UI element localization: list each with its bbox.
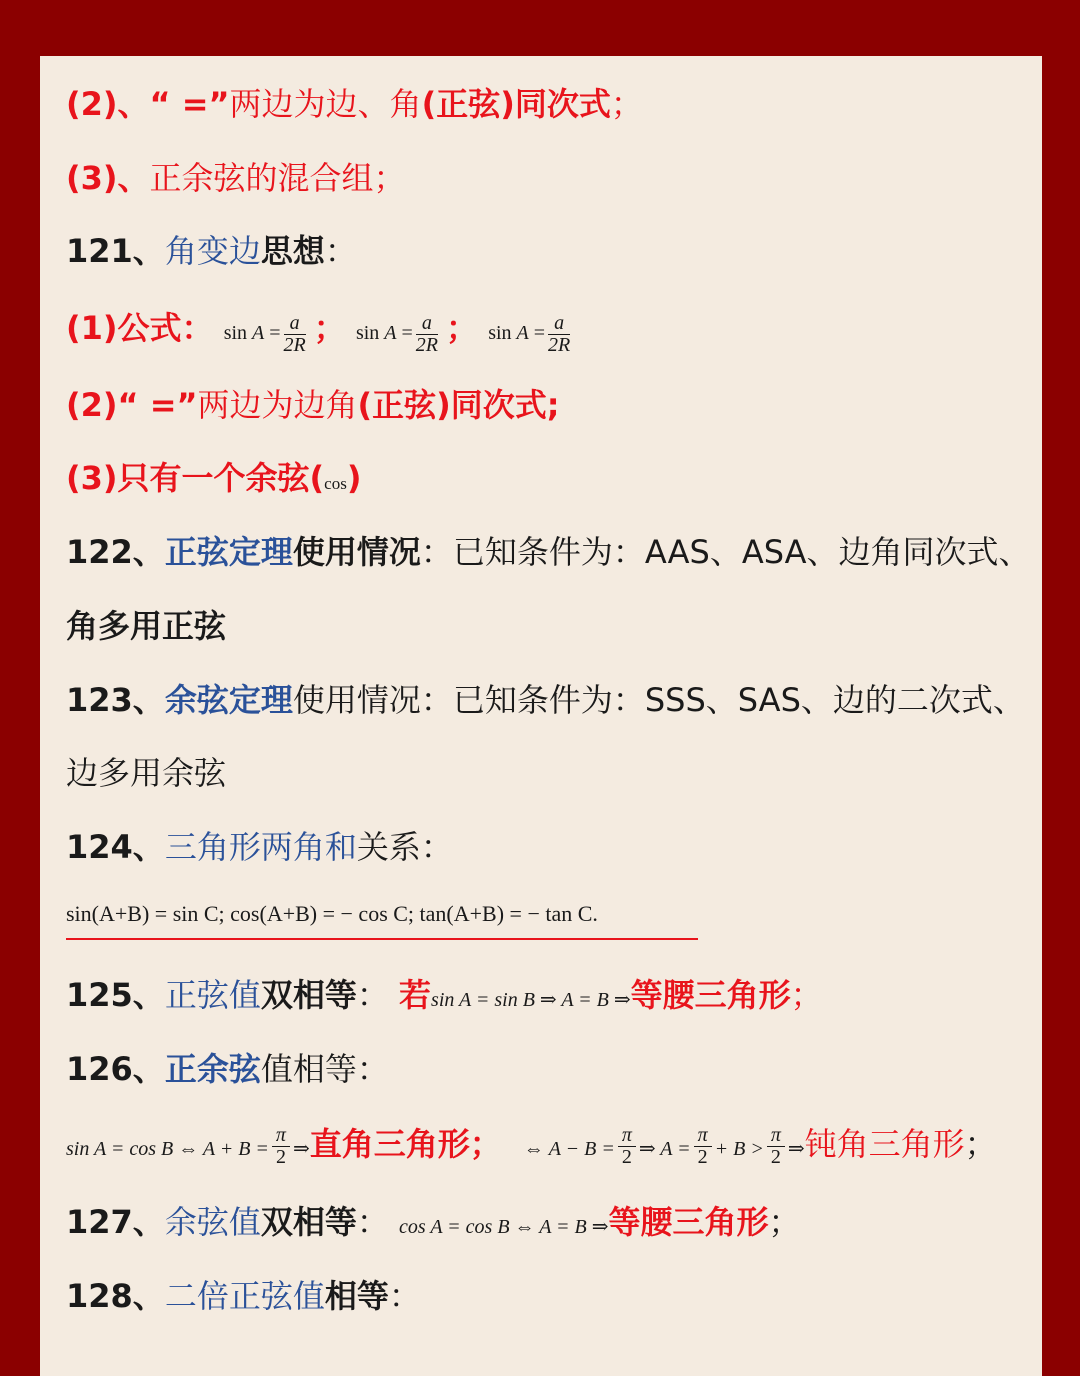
item-topic: 余弦值: [164, 1203, 261, 1241]
semicolon: ；: [446, 309, 479, 347]
heading-121: [66, 231, 357, 271]
obtuse-condition-1: ⇔ A − B =: [523, 1138, 615, 1160]
item-topic: 二倍正弦值: [164, 1277, 325, 1315]
item-number: 125、: [66, 976, 165, 1014]
item-topic: 余弦定理: [164, 681, 293, 719]
heading-127: [66, 1202, 801, 1247]
item-text: 两边为边角: [197, 386, 358, 424]
item-suffix: 双相等: [260, 1203, 357, 1241]
item-topic: 正弦值: [164, 976, 261, 1014]
item-text: 两边为边、角: [229, 85, 422, 123]
sine-formula-3: sin A = $\frac{a}{2R}$: [488, 311, 571, 356]
sine-formula-1: sin A = $\frac{a}{2R}$: [223, 311, 306, 356]
item-suffix: 双相等: [260, 976, 357, 1014]
item-suffix: 相等: [324, 1277, 389, 1315]
item-topic: 三角形两角和: [164, 828, 357, 866]
sin-cos-relation: sin A = cos B ⇔ A + B =: [66, 1138, 269, 1160]
if-word: 若: [399, 976, 432, 1014]
item-condition: 使用情况：已知条件为：SSS、SAS、边的二次式、: [292, 681, 1025, 719]
result-isosceles: 等腰三角形: [630, 976, 791, 1014]
item-number: 124、: [66, 828, 165, 866]
item-topic: 正余弦: [164, 1050, 261, 1088]
line-mixed-group: [66, 158, 406, 198]
line-formula: [66, 308, 573, 356]
item-condition: 已知条件为：AAS、ASA、边角同次式、: [452, 533, 1031, 571]
obtuse-condition-2: ⇒ A =: [638, 1138, 691, 1160]
sine-formula-2: sin A = $\frac{a}{2R}$: [355, 311, 439, 356]
item-text: 正余弦的混合组；: [149, 159, 406, 197]
cos-symbol: cos: [324, 474, 347, 493]
item-punct: ；: [790, 976, 823, 1014]
item-suffix: 使用情况: [292, 533, 421, 571]
item-number: 128、: [66, 1277, 165, 1315]
semicolon: ；: [469, 1125, 502, 1163]
heading-125: [66, 975, 823, 1020]
obtuse-condition-3: + B >: [714, 1138, 764, 1160]
item-topic: 正弦定理: [164, 533, 293, 571]
item-number: 123、: [66, 681, 165, 719]
item-label: (2)、“ =”: [66, 85, 230, 123]
line-same-degree-2: [66, 385, 560, 425]
heading-123: [66, 680, 1025, 720]
item-number: 127、: [66, 1203, 165, 1241]
item-punct: ；: [964, 1125, 997, 1163]
item-label: (2)“ =”: [66, 386, 198, 424]
item-suffix: 值相等：: [260, 1050, 389, 1088]
formula-label: (1)公式：: [66, 309, 214, 347]
item-suffix: 关系：: [356, 828, 453, 866]
heading-128: [66, 1276, 421, 1316]
item-colon: ：: [356, 1203, 389, 1241]
item-number: 121、: [66, 232, 165, 270]
item-punct: ；: [610, 85, 643, 123]
close-paren: ): [346, 459, 362, 497]
item-label: (3)、: [66, 159, 150, 197]
red-underline: [66, 938, 698, 940]
item-colon: ：: [388, 1277, 421, 1315]
result-right-triangle: 直角三角形: [309, 1125, 470, 1163]
line-same-degree-1: [66, 84, 643, 124]
semicolon: ；: [313, 309, 346, 347]
result-isosceles: 等腰三角形: [608, 1203, 769, 1241]
heading-126: [66, 1049, 389, 1089]
item-punct: ；: [768, 1203, 801, 1241]
item-number: 122、: [66, 533, 165, 571]
item-number: 126、: [66, 1050, 165, 1088]
line-only-cosine: [66, 458, 361, 504]
line-126-formula: sin A = cos B ⇔ A + B = $\frac{\pi}{2}$ ⇒直角三角形； ⇔ A − B = $\frac{\pi}{2}$ ⇒ A = $\frac{\pi}{2}$ + B > $\frac{\pi}{2}$ ⇒钝角三角形；: [66, 1123, 997, 1168]
item-colon: ：: [324, 232, 357, 270]
cosine-equal-formula: cos A = cos B ⇔ A = B ⇒: [399, 1216, 609, 1238]
item-text-bold: (正弦)同次式: [421, 85, 611, 123]
item-label: (3)只有一个余弦(: [66, 459, 325, 497]
line-122-continued: 角多用正弦: [66, 607, 227, 645]
angle-sum-formula: sin(A+B) = sin C; cos(A+B) = − cos C; tan(A+B) = − tan C.: [66, 901, 598, 926]
result-obtuse-triangle: 钝角三角形: [804, 1125, 965, 1163]
heading-122: [66, 532, 1031, 572]
item-topic: 角变边: [164, 232, 261, 270]
item-suffix: 思想: [260, 232, 325, 270]
item-colon: ：: [356, 976, 389, 1014]
item-colon: ：: [420, 533, 453, 571]
heading-124: [66, 827, 453, 867]
item-text-bold: (正弦)同次式;: [357, 386, 560, 424]
line-123-continued: 边多用余弦: [66, 754, 227, 792]
sine-equal-formula: sin A = sin B ⇒ A = B ⇒: [431, 989, 631, 1011]
